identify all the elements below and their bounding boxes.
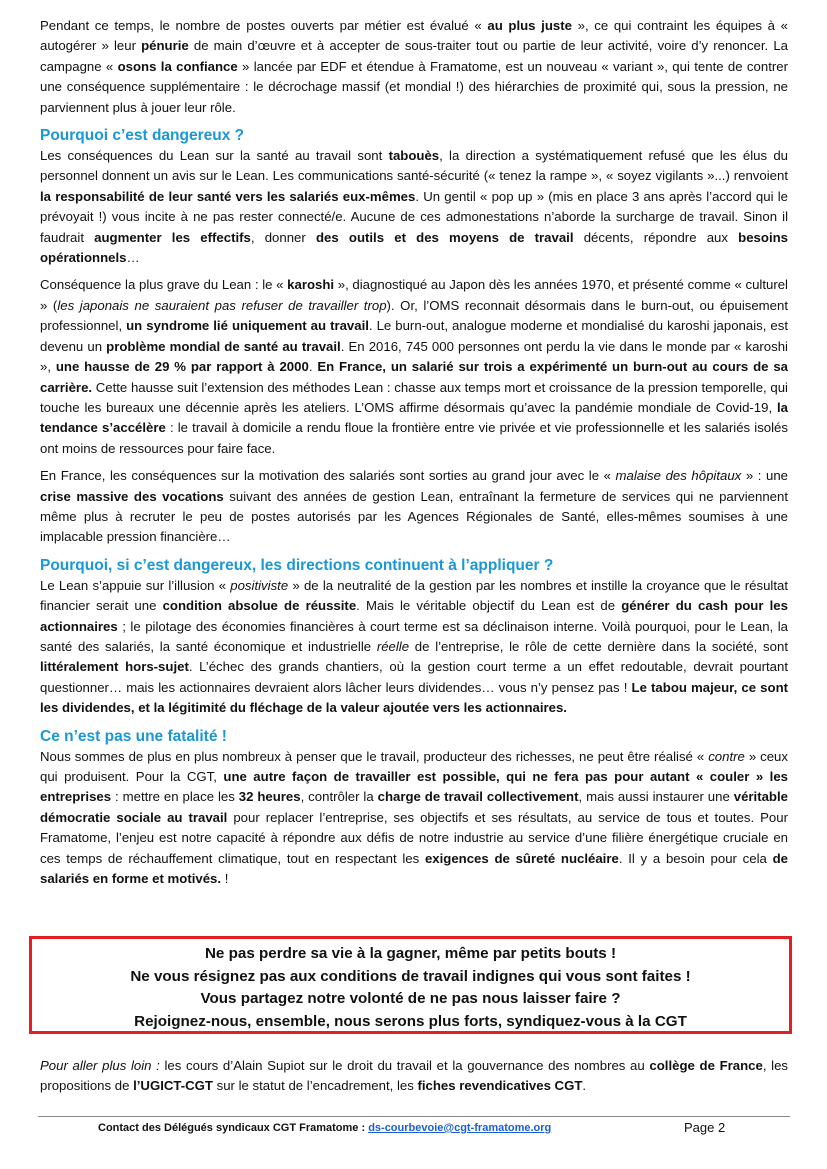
page-number: Page 2 xyxy=(684,1120,726,1135)
paragraph-staffing: Pendant ce temps, le nombre de postes ouverts par métier est évalué « au plus juste », ce qui contraint les équipes à « autogérer » leur pénurie de main d’œuvre et à accepter de sous-traiter tout ou partie de leur activité, voire d’y renoncer. La campagne « osons la confiance » lancée par EDF et étendue à Framatome, est un nouveau « variant », qui tente de contrer une conséquence supplémentaire : le décrochage massif (et mondial !) des hiérarchies de proximité qui, sous la pression, ne parviennent plus à jouer leur rôle. xyxy=(40,18,789,115)
cta-line-2: Ne vous résignez pas aux conditions de travail indignes qui vous sont faites ! xyxy=(130,967,691,985)
footer-divider xyxy=(38,1116,790,1117)
paragraph-positivist-illusion: Le Lean s’appuie sur l’illusion « positiviste » de la neutralité de la gestion par les nombres et instille la croyance que le résultat financier serait une condition absolue de réussite. Mais le véritable objectif du Lean est de générer du cash pour les actionnaires ; le pilotage des économies financières à court terme est sa déclinaison interne. Voilà pourquoi, pour le Lean, la santé des salariés, la santé économique et industrielle réelle de l’entreprise, le rôle de cette dernière dans la société, sont littéralement hors-sujet. L’échec des grands chantiers, où la gestion court terme a un effet redoutable, devrait pourtant questionner… mais les actionnaires devraient alors lâcher leurs dividendes… vous n’y pensez pas ! Le tabou majeur, ce sont les dividendes, et la légitimité du fléchage de la valeur ajoutée vers les actionnaires. xyxy=(40,577,789,716)
footer-contact-label: Contact des Délégués syndicaux CGT Framatome : xyxy=(98,1122,369,1134)
footer-contact xyxy=(98,1122,551,1134)
document-body xyxy=(40,16,788,896)
heading-why-dangerous: Pourquoi c’est dangereux ? xyxy=(40,127,245,145)
call-to-action-box xyxy=(29,936,792,1034)
cta-line-1: Ne pas perdre sa vie à la gagner, même par petits bouts ! xyxy=(204,945,617,962)
paragraph-hospitals: En France, les conséquences sur la motivation des salariés sont sorties au grand jour avec le « malaise des hôpitaux » : une crise massive des vocations suivant des années de gestion Lean, entraînant la fermeture de services qui ne parviennent même plus à recruter le peu de postes autorisés par les Agences Régionales de Santé, elles-mêmes soumises à une implacable pression financière… xyxy=(40,468,789,545)
heading-not-fatality: Ce n’est pas une fatalité ! xyxy=(40,727,227,745)
contact-email-link[interactable]: ds-courbevoie@cgt-framatome.org xyxy=(368,1122,552,1134)
heading-why-continue: Pourquoi, si c’est dangereux, les directions continuent à l’appliquer ? xyxy=(40,556,554,574)
further-reading xyxy=(40,1056,788,1104)
cta-line-4: Rejoignez-nous, ensemble, nous serons plus forts, syndiquez-vous à la CGT xyxy=(134,1012,687,1030)
paragraph-cgt-proposals: Nous sommes de plus en plus nombreux à penser que le travail, producteur des richesses, ne peut être réalisé « contre » ceux qui produisent. Pour la CGT, une autre façon de travailler est possible, qui ne fera pas pour autant « couler » les entreprises : mettre en place les 32 heures, contrôler la charge de travail collectivement, mais aussi instaurer une véritable démocratie sociale au travail pour replacer l’entreprise, ses objectifs et ses résultats, au service de tous et toutes. Pour Framatome, l’enjeu est notre capacité à répondre aux défis de notre industrie au service d’une filière énergétique cruciale en ces temps de réchauffement climatique, tout en respectant les exigences de sûreté nucléaire. Il y a besoin pour cela de salariés en forme et motivés. ! xyxy=(40,748,788,887)
paragraph-karoshi: Conséquence la plus grave du Lean : le « karoshi », diagnostiqué au Japon dès les années 1970, et présenté comme « culturel » (les japonais ne sauraient pas refuser de travailler trop). Or, l’OMS reconnait désormais dans le burn-out, ou épuisement professionnel, un syndrome lié uniquement au travail. Le burn-out, analogue moderne et mondialisé du karoshi japonais, est devenu un problème mondial de santé au travail. En 2016, 745 000 personnes ont perdu la vie dans le monde par « karoshi », une hausse de 29 % par rapport à 2000. En France, un salarié sur trois a expérimenté un burn-out au cours de sa carrière. Cette hausse suit l’extension des méthodes Lean : chasse aux temps mort et croissance de la pression temporelle, qui touche les bureaux une décennie après les ateliers. L’OMS affirme désormais qu’avec la pandémie mondiale de Covid-19, la tendance s’accélère : le travail à domicile a rendu floue la frontière entre vie privée et vie professionnelle et les salariés isolés ont moins de ressources pour faire face. xyxy=(40,277,789,456)
paragraph-health-taboo: Les conséquences du Lean sur la santé au travail sont tabouès, la direction a systématiquement refusé que les élus du personnel donnent un avis sur le Lean. Les communications santé-sécurité (« tenez la rampe », « soyez vigilants »...) renvoient la responsabilité de leur santé vers les salariés eux-mêmes. Un gentil « pop up » (mis en place 3 ans après l’accord qui le prévoyait !) vous incite à ne pas rester connecté/e. Aucune de ces admonestations n’aborde la surcharge de travail. Sinon il faudrait augmenter les effectifs, donner des outils et des moyens de travail décents, répondre aux besoins opérationnels… xyxy=(40,148,789,266)
paragraph-further-reading: Pour aller plus loin : les cours d’Alain Supiot sur le droit du travail et la gouvernance des nombres au collège de France, les propositions de l’UGICT-CGT sur le statut de l’encadrement, les fiches revendicatives CGT. xyxy=(40,1058,789,1094)
cta-line-3: Vous partagez notre volonté de ne pas nous laisser faire ? xyxy=(200,990,621,1007)
